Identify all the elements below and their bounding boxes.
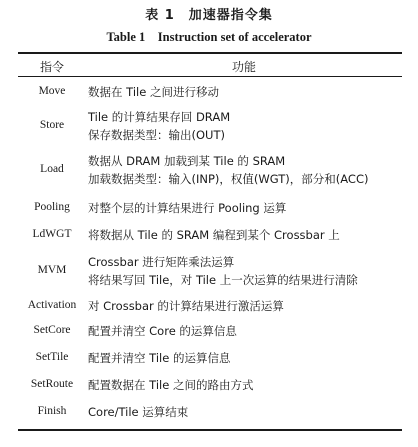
instruction-description	[88, 226, 404, 244]
description-line: 对 Crossbar 的计算结果进行激活运算	[88, 299, 284, 313]
table-header-rule	[18, 76, 402, 77]
description-line: 配置并清空 Core 的运算信息	[88, 324, 237, 338]
table-row	[18, 403, 402, 423]
instruction-name: Pooling	[34, 201, 70, 213]
instruction-name: SetRoute	[30, 378, 74, 390]
description-line: 对整个层的计算结果进行 Pooling 运算	[88, 201, 287, 215]
instruction-name: Finish	[37, 405, 67, 417]
description-line: 配置并清空 Tile 的运算信息	[88, 351, 231, 365]
description-line: 数据在 Tile 之间进行移动	[88, 85, 219, 99]
instruction-name: LdWGT	[32, 228, 72, 240]
instruction-description	[88, 152, 404, 188]
instruction-description	[88, 83, 404, 101]
header-function: 功能	[231, 60, 256, 74]
table-row	[18, 376, 402, 396]
description-line: 将数据从 Tile 的 SRAM 编程到某个 Crossbar 上	[88, 228, 340, 242]
description-line: Tile 的计算结果存回 DRAM	[88, 110, 231, 124]
instruction-description	[88, 349, 404, 367]
table-row	[18, 108, 402, 146]
instruction-name: SetTile	[35, 351, 69, 363]
table-caption-en: Table 1 Instruction set of accelerator	[106, 30, 312, 44]
table-row	[18, 83, 402, 103]
table-row	[18, 226, 402, 246]
instruction-name: Store	[39, 119, 65, 131]
table-top-rule	[18, 52, 402, 54]
description-line: 加载数据类型：输入(INP)，权值(WGT)，部分和(ACC)	[88, 172, 369, 186]
instruction-description	[88, 108, 404, 144]
description-line: 配置数据在 Tile 之间的路由方式	[88, 378, 254, 392]
description-line: 将结果写回 Tile，对 Tile 上一次运算的结果进行清除	[88, 273, 358, 287]
table-row	[18, 152, 402, 190]
table-row	[18, 253, 402, 291]
description-line: 保存数据类型：输出(OUT)	[88, 128, 225, 142]
instruction-description	[88, 322, 404, 340]
instruction-description	[88, 253, 404, 289]
table-caption-zh: 表 1 加速器指令集	[145, 8, 273, 23]
table-row	[18, 322, 402, 342]
instruction-description	[88, 297, 404, 315]
instruction-name: SetCore	[33, 324, 71, 336]
instruction-name: Load	[40, 163, 64, 175]
instruction-description	[88, 199, 404, 217]
table-bottom-rule	[18, 429, 402, 431]
instruction-description	[88, 403, 404, 421]
description-line: Crossbar 进行矩阵乘法运算	[88, 255, 235, 269]
header-instruction: 指令	[39, 60, 64, 74]
table-row	[18, 297, 402, 317]
instruction-name: Move	[38, 85, 66, 97]
instruction-name: MVM	[37, 264, 67, 276]
table-row	[18, 199, 402, 219]
instruction-description	[88, 376, 404, 394]
description-line: 数据从 DRAM 加载到某 Tile 的 SRAM	[88, 154, 286, 168]
table-row	[18, 349, 402, 369]
instruction-name: Activation	[27, 299, 77, 311]
description-line: Core/Tile 运算结束	[88, 405, 189, 419]
